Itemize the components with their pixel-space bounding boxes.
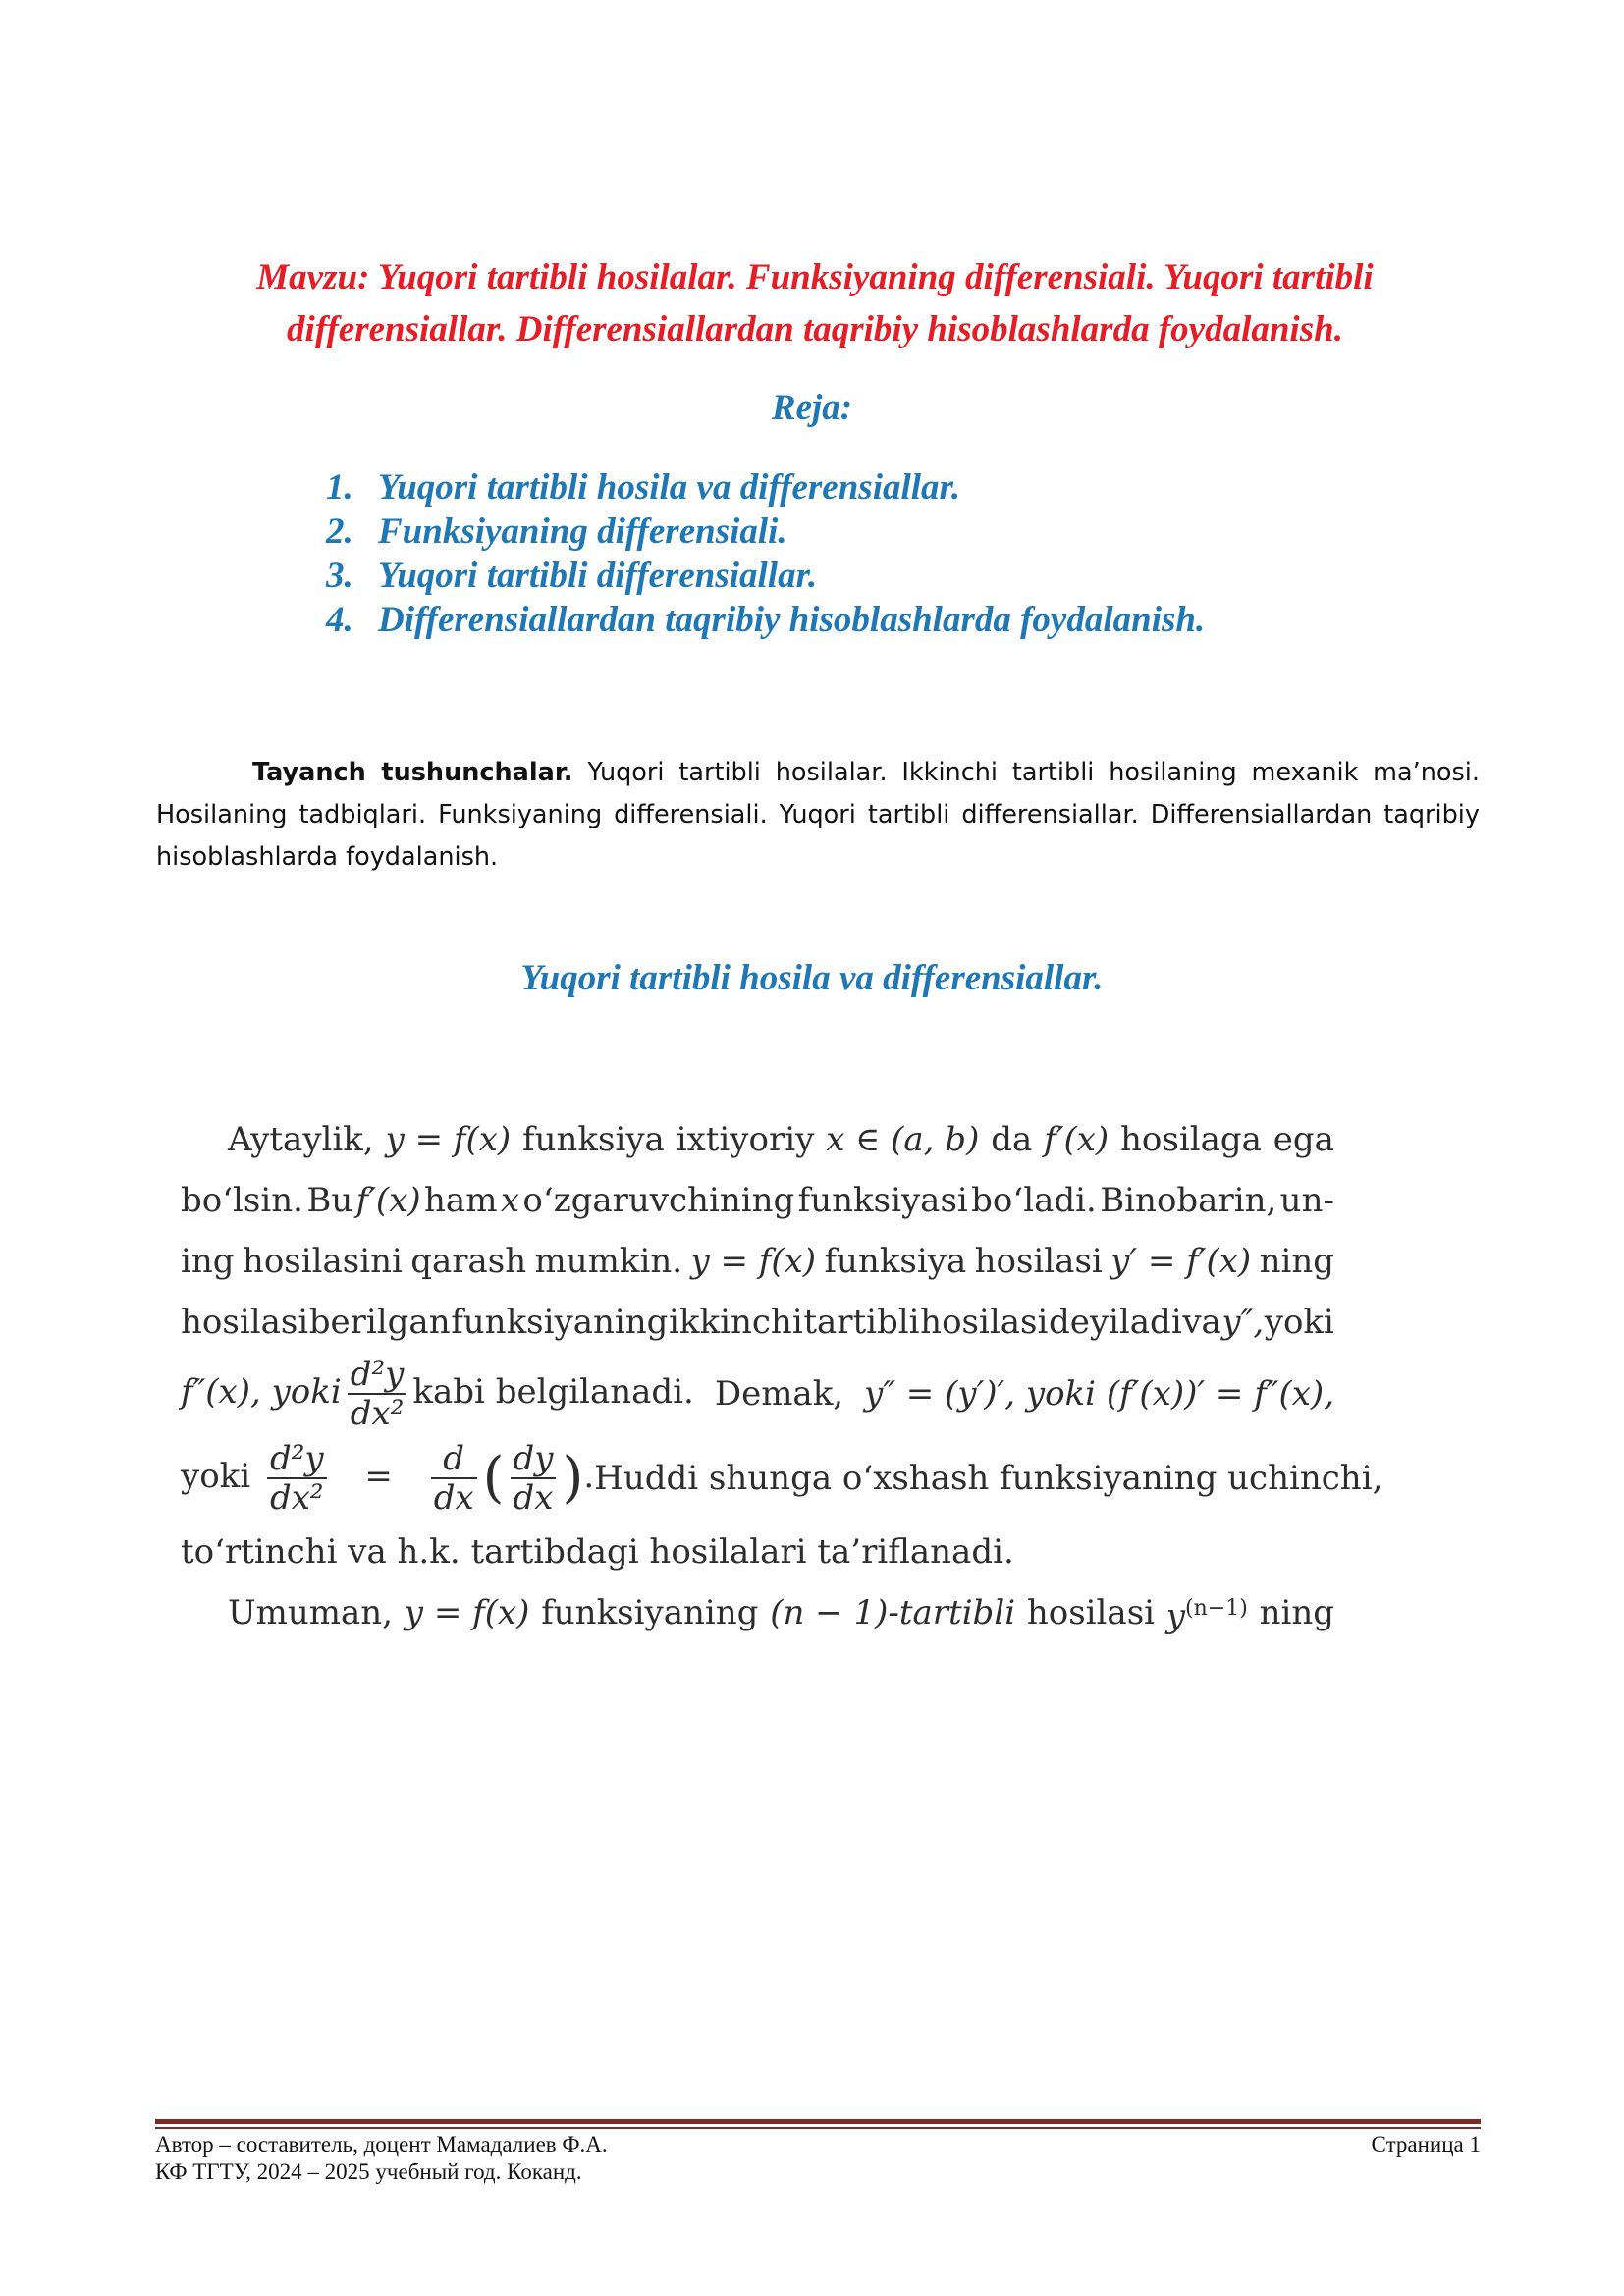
fraction-numerator: dy (513, 1439, 554, 1478)
body-word: hosilaga (1120, 1120, 1262, 1159)
body-word: hosilasini (242, 1242, 403, 1281)
body-word: bo‘ladi. (971, 1181, 1097, 1220)
body-formula: f″(x), yoki (181, 1372, 342, 1412)
fraction-numerator: d²y (269, 1439, 324, 1478)
fraction-denominator: dx² (267, 1477, 327, 1515)
body-word: Bu (306, 1181, 353, 1220)
plan-item (326, 465, 1205, 509)
body-formula: y = f(x) (404, 1593, 530, 1632)
body-text-image (181, 1109, 1383, 1643)
body-line (181, 1522, 1334, 1582)
body-word: ing (181, 1242, 235, 1281)
body-word: ega (1272, 1120, 1334, 1159)
body-word: funksiyasi (797, 1181, 968, 1220)
plan-heading: Reja: (771, 388, 853, 428)
body-line (181, 1231, 1334, 1292)
plan-item (326, 598, 1205, 642)
body-line (181, 1353, 1334, 1435)
plan-item-text: Yuqori tartibli differensiallar. (378, 556, 818, 596)
fraction-denominator: dx (511, 1477, 557, 1515)
body-word: da (991, 1120, 1033, 1159)
plan-item-number: 1. (326, 467, 353, 507)
body-word: yoki (1264, 1303, 1334, 1342)
body-word: funksiyaning (451, 1303, 669, 1342)
body-word: hosilasi (181, 1303, 309, 1342)
right-paren: ) (562, 1446, 584, 1510)
body-formula: x ∈ (a, b) (826, 1120, 980, 1159)
plan-item-text: Yuqori tartibli hosila va differensiallar. (378, 467, 961, 507)
footer-rule (155, 2119, 1481, 2124)
footer-page-number: Страница 1 (1371, 2132, 1481, 2157)
body-line (181, 1109, 1334, 1170)
body-word: hosilasi (1026, 1593, 1156, 1632)
fraction-d2y-dx2 (267, 1439, 327, 1518)
plan-item-text: Differensiallardan taqribiy hisoblashlarda foydalanish. (378, 600, 1206, 640)
body-formula: f′(x) (355, 1181, 421, 1220)
plan-item (326, 554, 1205, 598)
section-heading: Yuqori tartibli hosila va differensiallar. (520, 958, 1104, 998)
body-formula: y″ = (y′)′, yoki (f′(x))′ = f″(x), (864, 1374, 1334, 1414)
body-word: bo‘lsin. (181, 1181, 303, 1220)
body-word: tartibli (803, 1303, 920, 1342)
body-word: funksiya (824, 1242, 967, 1281)
plan-item-text: Funksiyaning differensiali. (378, 511, 787, 552)
body-formula: y″, (1221, 1303, 1265, 1342)
body-word: va (1182, 1303, 1221, 1342)
body-word: funksiyaning (541, 1593, 759, 1632)
body-word: ning (1259, 1242, 1334, 1281)
body-word: berilgan (308, 1303, 451, 1342)
body-line (181, 1435, 1383, 1522)
body-word: Huddi shunga o‘xshash funksiyaning uchinchi, (594, 1459, 1383, 1498)
body-word: kabi belgilanadi. (412, 1372, 694, 1412)
fraction-denominator: dx (431, 1477, 477, 1515)
footer-institution: КФ ТГТУ, 2024 – 2025 учебный год. Коканд. (155, 2160, 582, 2184)
body-word: qarash (410, 1242, 527, 1281)
body-formula: x (500, 1181, 520, 1220)
plan-item-number: 4. (326, 600, 353, 640)
body-line (181, 1170, 1334, 1231)
superscript: (n−1) (1185, 1596, 1248, 1622)
footer-row (155, 2159, 1481, 2186)
page-title: Mavzu: Yuqori tartibli hosilalar. Funksiyaning differensiali. Yuqori tartibli differensiallar. Differensiallardan taqribiy hisoblashlarda foydalanish. (256, 257, 1374, 349)
fraction-d2y-dx2 (348, 1355, 407, 1433)
body-word: Umuman, (228, 1593, 394, 1632)
keywords-label: Tayanch tushunchalar. (252, 757, 573, 787)
body-word: deyiladi (1048, 1303, 1182, 1342)
body-word: o‘zgaruvchining (522, 1181, 795, 1220)
plan-item (326, 509, 1205, 554)
footer-rule (155, 2127, 1481, 2129)
body-word: ikkinchi (669, 1303, 803, 1342)
body-word: Binobarin, (1100, 1181, 1277, 1220)
keywords-paragraph (156, 752, 1480, 879)
body-word: hosilasi (920, 1303, 1049, 1342)
left-paren: ( (482, 1446, 505, 1510)
body-word: ixtiyoriy (676, 1120, 815, 1159)
body-formula: y = f(x) (690, 1242, 817, 1281)
body-word: funksiya (522, 1120, 665, 1159)
body-formula: y = f(x) (385, 1120, 512, 1159)
plan-item-number: 2. (326, 511, 353, 552)
equals-sign: = (364, 1457, 393, 1496)
body-word: hosilasi (974, 1242, 1103, 1281)
body-word: Demak, (714, 1374, 844, 1414)
body-word: ham (424, 1181, 498, 1220)
fraction-numerator: d (443, 1439, 465, 1478)
footer-row (155, 2131, 1481, 2159)
fraction-d-dx (431, 1439, 477, 1518)
body-word: ning (1259, 1593, 1334, 1632)
body-formula: f′(x) (1044, 1120, 1110, 1159)
body-line (181, 1582, 1334, 1643)
body-word: un- (1279, 1181, 1334, 1220)
body-formula: y′ = f′(x) (1110, 1242, 1252, 1281)
fraction-dy-dx (511, 1439, 557, 1518)
body-word: . (583, 1457, 595, 1496)
fraction-numerator: d²y (350, 1355, 405, 1394)
footer-author: Автор – составитель, доцент Мамадалиев Ф.А. (155, 2132, 608, 2157)
body-word: yoki (181, 1457, 251, 1496)
body-formula: (n − 1)-tartibli (770, 1593, 1016, 1632)
body-word: mumkin. (534, 1242, 683, 1281)
body-line (181, 1292, 1334, 1353)
keywords-text: Yuqori tartibli hosilalar. Ikkinchi tartibli hosilaning mexanik ma’nosi. Hosilaning tadbiqlari. Funksiyaning differensiali. Yuqori tartibli differensiallar. Differensiallardan taqribiy hisoblashlarda foydalanish. (156, 757, 1480, 872)
body-word: Aytaylik, (228, 1120, 374, 1159)
page-footer (155, 2131, 1481, 2186)
body-formula: y (1165, 1596, 1186, 1636)
body-word: to‘rtinchi va h.k. tartibdagi hosilalari ta’riflanadi. (181, 1532, 1014, 1572)
plan-list (326, 465, 1205, 642)
plan-item-number: 3. (326, 556, 353, 596)
fraction-denominator: dx² (348, 1393, 407, 1430)
